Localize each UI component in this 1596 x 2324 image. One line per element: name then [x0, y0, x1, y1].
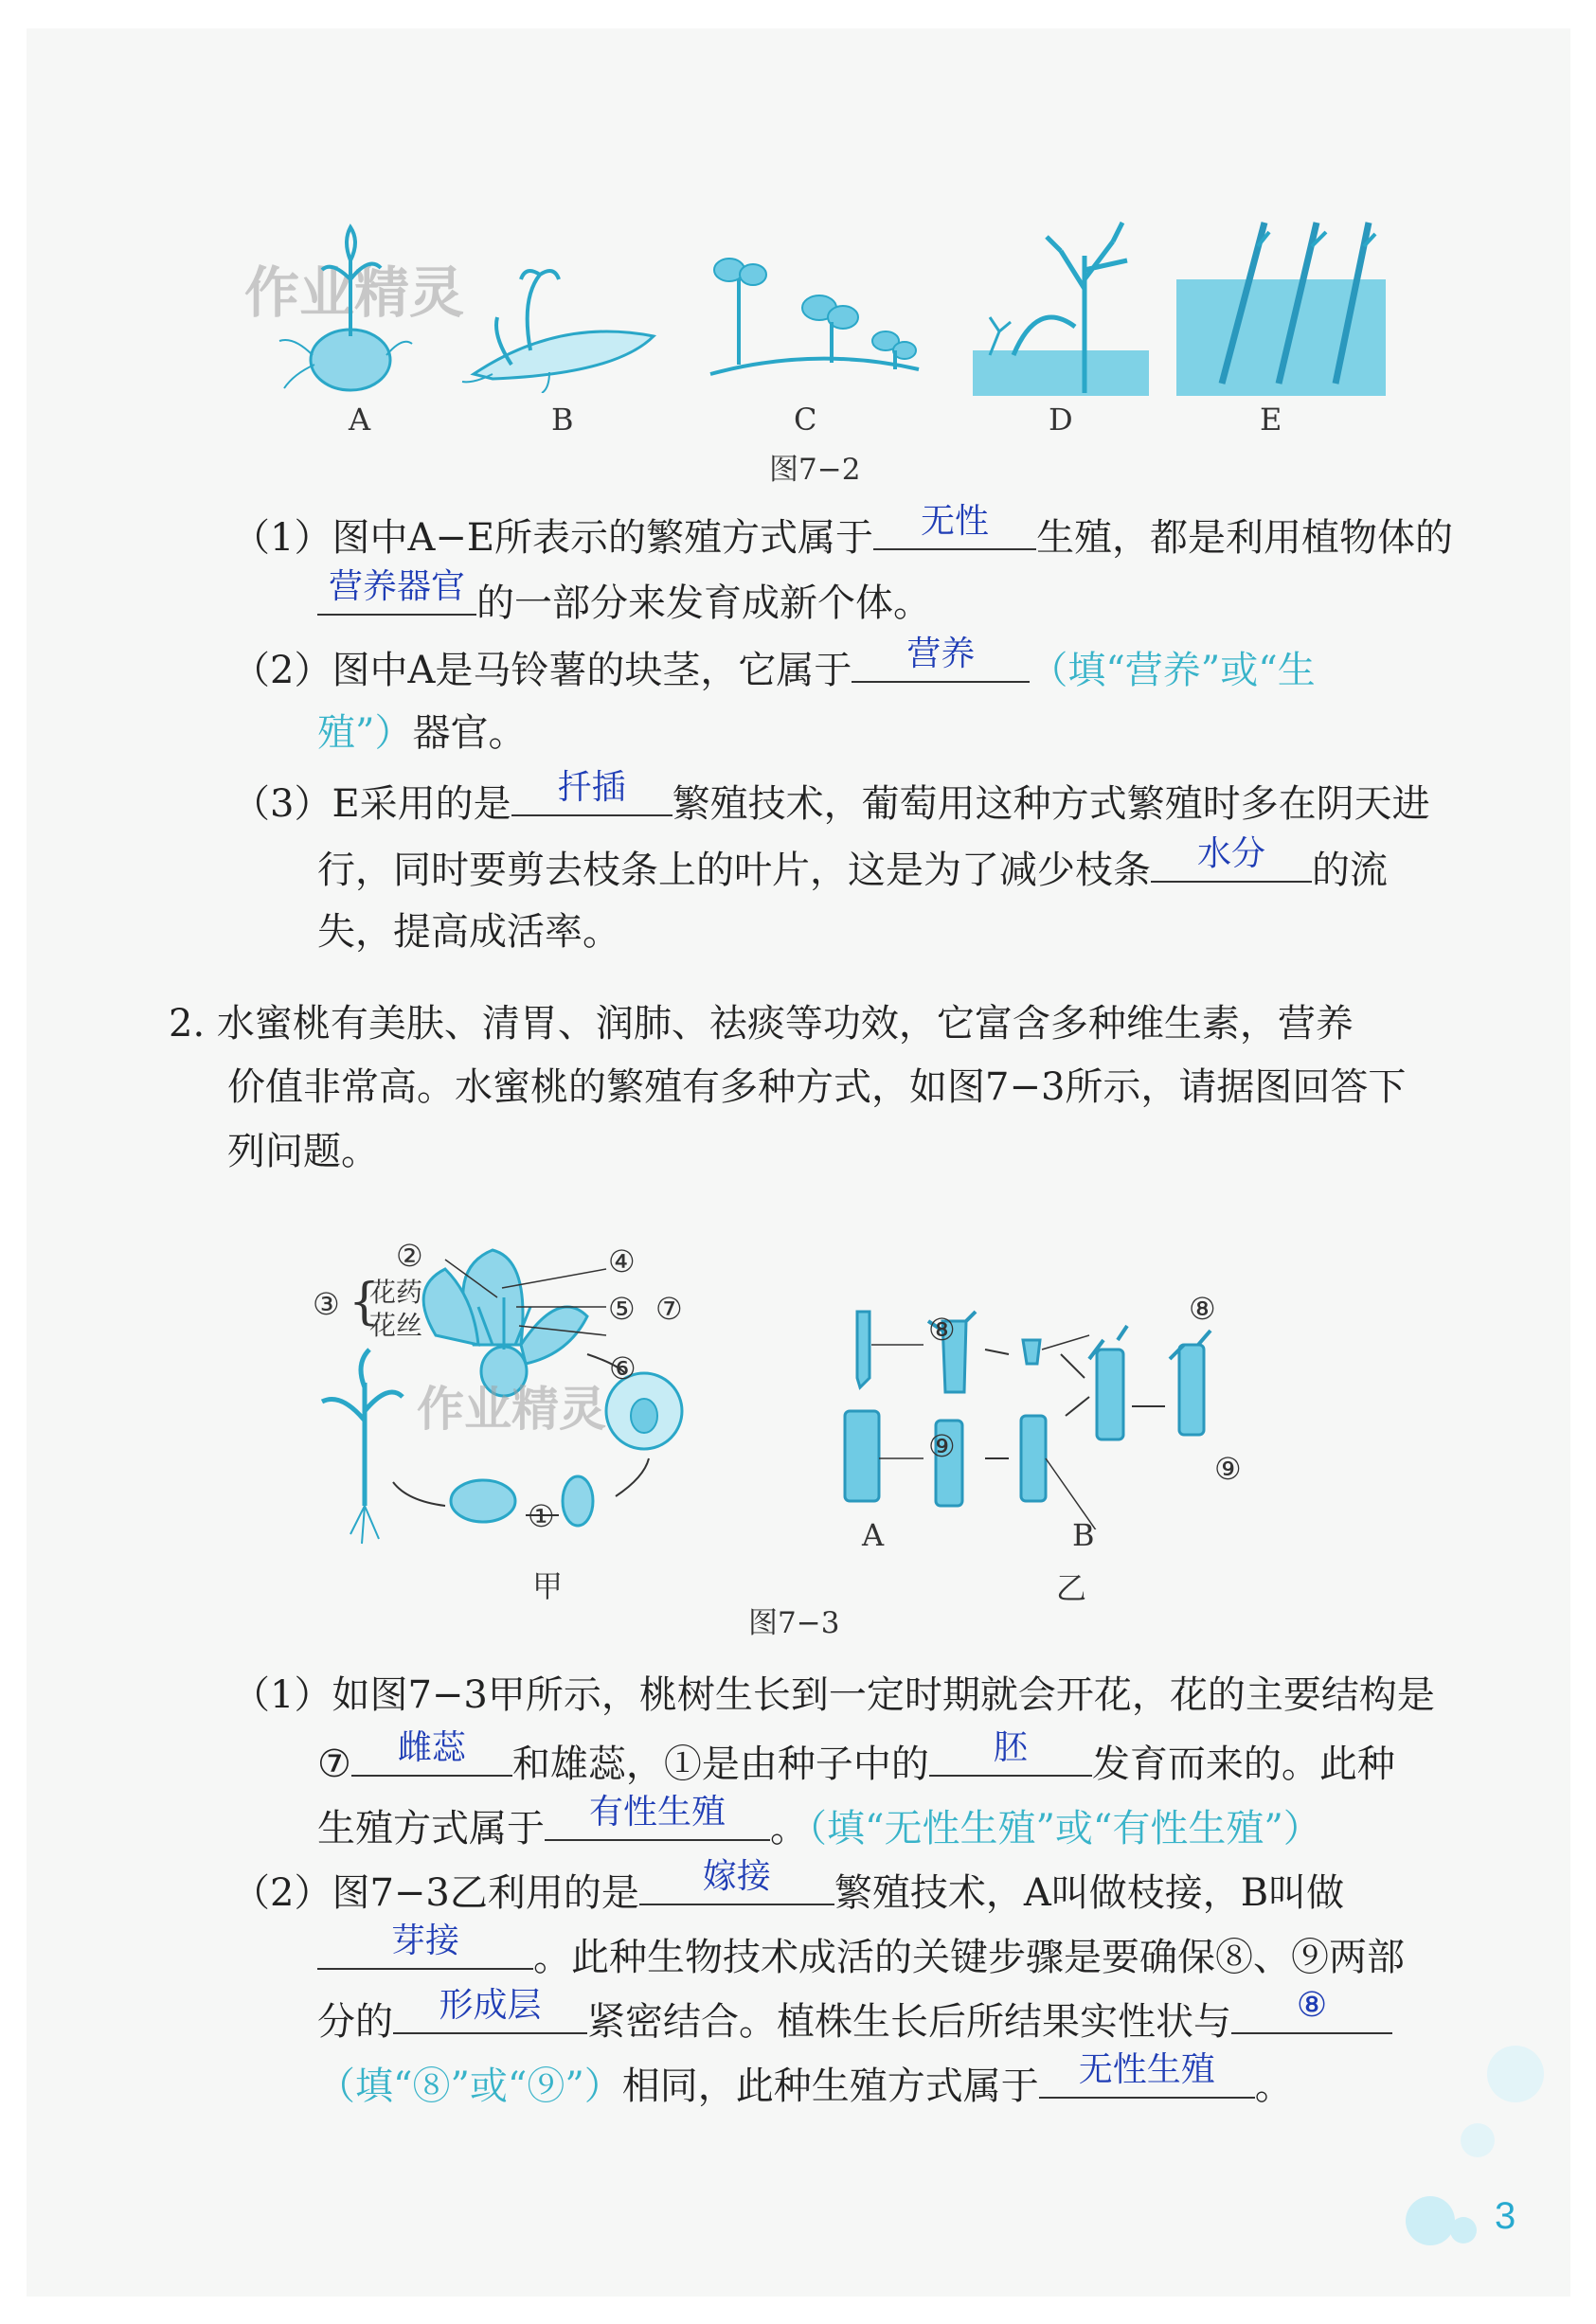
handwritten-answer: 无性生殖	[1078, 2050, 1215, 2089]
figure-7-3-caption: 图7−3	[748, 1606, 840, 1640]
answer-blank[interactable]	[873, 502, 1036, 550]
corner-decoration	[1373, 2027, 1563, 2254]
q1-part2-line2: 殖”）器官。	[317, 711, 527, 755]
graft-label-9-a: ⑨	[928, 1428, 956, 1464]
answer-blank[interactable]	[393, 1986, 587, 2034]
handwritten-answer: 雌蕊	[397, 1728, 466, 1767]
q2-part1-line2: ⑦ 雌蕊 和雄蕊，①是由种子中的 胚 发育而来的。此种	[317, 1728, 1395, 1786]
q2-part1-line1: （1）如图7−3甲所示，桃树生长到一定时期就会开花，花的主要结构是	[232, 1673, 1435, 1717]
q1-part1-line2: 营养器官 的一部分来发育成新个体。	[317, 572, 931, 630]
figure-7-3-yi-label: 乙	[1056, 1570, 1087, 1606]
answer-blank[interactable]	[1039, 2050, 1255, 2099]
handwritten-answer: 水分	[1196, 834, 1265, 873]
figure-7-2-b-sweet-potato	[455, 260, 663, 393]
flower-label-1: ①	[528, 1498, 555, 1534]
answer-blank[interactable]	[1151, 834, 1312, 883]
watermark: 作业精灵	[244, 260, 465, 325]
answer-blank[interactable]	[511, 768, 672, 816]
handwritten-answer: ⑧	[1296, 1986, 1328, 2025]
figure-7-2-label-b: B	[551, 402, 574, 438]
flower-label-5: ⑤	[608, 1291, 636, 1327]
figure-7-2-c-strawberry-runner	[701, 251, 928, 388]
flower-label-3: ③	[313, 1286, 340, 1322]
handwritten-answer: 芽接	[390, 1922, 459, 1960]
figure-7-2-e-cutting	[1175, 213, 1388, 398]
graft-label-b: B	[1072, 1517, 1095, 1553]
figure-7-2-label-d: D	[1049, 402, 1073, 438]
figure-7-2-label-a: A	[349, 402, 371, 438]
q1-part3-line2: 行，同时要剪去枝条上的叶片，这是为了减少枝条 水分 的流	[317, 834, 1388, 892]
graft-label-8-b: ⑧	[1189, 1291, 1216, 1327]
q2-part2-line4: （填“⑧”或“⑨”）相同，此种生殖方式属于 无性生殖 。	[317, 2050, 1293, 2108]
handwritten-answer: 嫁接	[702, 1857, 771, 1896]
flower-label-4: ④	[608, 1243, 636, 1279]
graft-label-9-b: ⑨	[1214, 1451, 1242, 1487]
figure-7-2-label-e: E	[1260, 402, 1282, 438]
q2-stem-line2: 价值非常高。水蜜桃的繁殖有多种方式，如图7−3所示，请据图回答下	[227, 1065, 1407, 1109]
figure-7-3-jia-label: 甲	[532, 1568, 564, 1604]
answer-blank[interactable]	[317, 1922, 533, 1970]
handwritten-answer: 营养	[906, 635, 976, 673]
figure-7-2-caption: 图7−2	[769, 453, 861, 487]
q1-part3-line1: （3）E采用的是 扦插 繁殖技术，葡萄用这种方式繁殖时多在阴天进	[232, 768, 1430, 826]
answer-blank[interactable]	[1231, 1986, 1392, 2034]
flower-label-2: ②	[396, 1238, 423, 1274]
filament-label: 花丝	[369, 1310, 423, 1341]
watermark-figure-7-3: 作业精灵	[417, 1382, 606, 1437]
figure-7-2-a-potato	[275, 223, 417, 402]
q2-stem-line1: 2. 水蜜桃有美肤、清胃、润肺、祛痰等功效，它富含多种维生素，营养	[169, 1002, 1354, 1046]
answer-blank[interactable]	[929, 1728, 1092, 1777]
flower-label-6: ⑥	[609, 1350, 637, 1386]
answer-blank[interactable]	[545, 1793, 770, 1841]
answer-blank[interactable]	[351, 1728, 512, 1777]
page-number: 3	[1495, 2195, 1516, 2237]
anther-label: 花药	[369, 1277, 423, 1308]
flower-bracket: {	[349, 1274, 381, 1331]
figure-7-3-yi-diagram	[834, 1302, 1336, 1529]
q1-part1-line1: （1）图中A−E所表示的繁殖方式属于 无性 生殖，都是利用植物体的	[232, 502, 1454, 560]
q1-part2-line1: （2）图中A是马铃薯的块茎，它属于 营养 （填“营养”或“生	[232, 635, 1316, 692]
figure-7-2-label-c: C	[794, 402, 817, 438]
handwritten-answer: 无性	[921, 502, 990, 541]
handwritten-answer: 胚	[993, 1728, 1028, 1767]
q1-part3-line3: 失，提高成活率。	[317, 910, 620, 954]
graft-label-a: A	[862, 1517, 885, 1553]
handwritten-answer: 有性生殖	[588, 1793, 726, 1832]
figure-7-2-d-layering	[971, 213, 1151, 398]
flower-label-7: ⑦	[655, 1291, 683, 1327]
handwritten-answer: 营养器官	[328, 567, 465, 606]
answer-blank[interactable]	[852, 635, 1030, 683]
q2-part2-line3: 分的 形成层 紧密结合。植株生长后所结果实性状与 ⑧	[317, 1991, 1392, 2048]
q2-stem-line3: 列问题。	[227, 1130, 379, 1173]
answer-blank[interactable]	[317, 567, 476, 616]
graft-label-8-a: ⑧	[928, 1312, 956, 1348]
answer-blank[interactable]	[639, 1857, 834, 1905]
handwritten-answer: 扦插	[557, 768, 626, 807]
handwritten-answer: 形成层	[439, 1986, 542, 2025]
q2-part2-line1: （2）图7−3乙利用的是 嫁接 繁殖技术，A叫做枝接，B叫做	[232, 1857, 1345, 1915]
q2-part1-line3: 生殖方式属于 有性生殖 。（填“无性生殖”或“有性生殖”）	[317, 1793, 1321, 1850]
q2-part2-line2: 芽接 。此种生物技术成活的关键步骤是要确保⑧、⑨两部	[317, 1926, 1405, 1984]
